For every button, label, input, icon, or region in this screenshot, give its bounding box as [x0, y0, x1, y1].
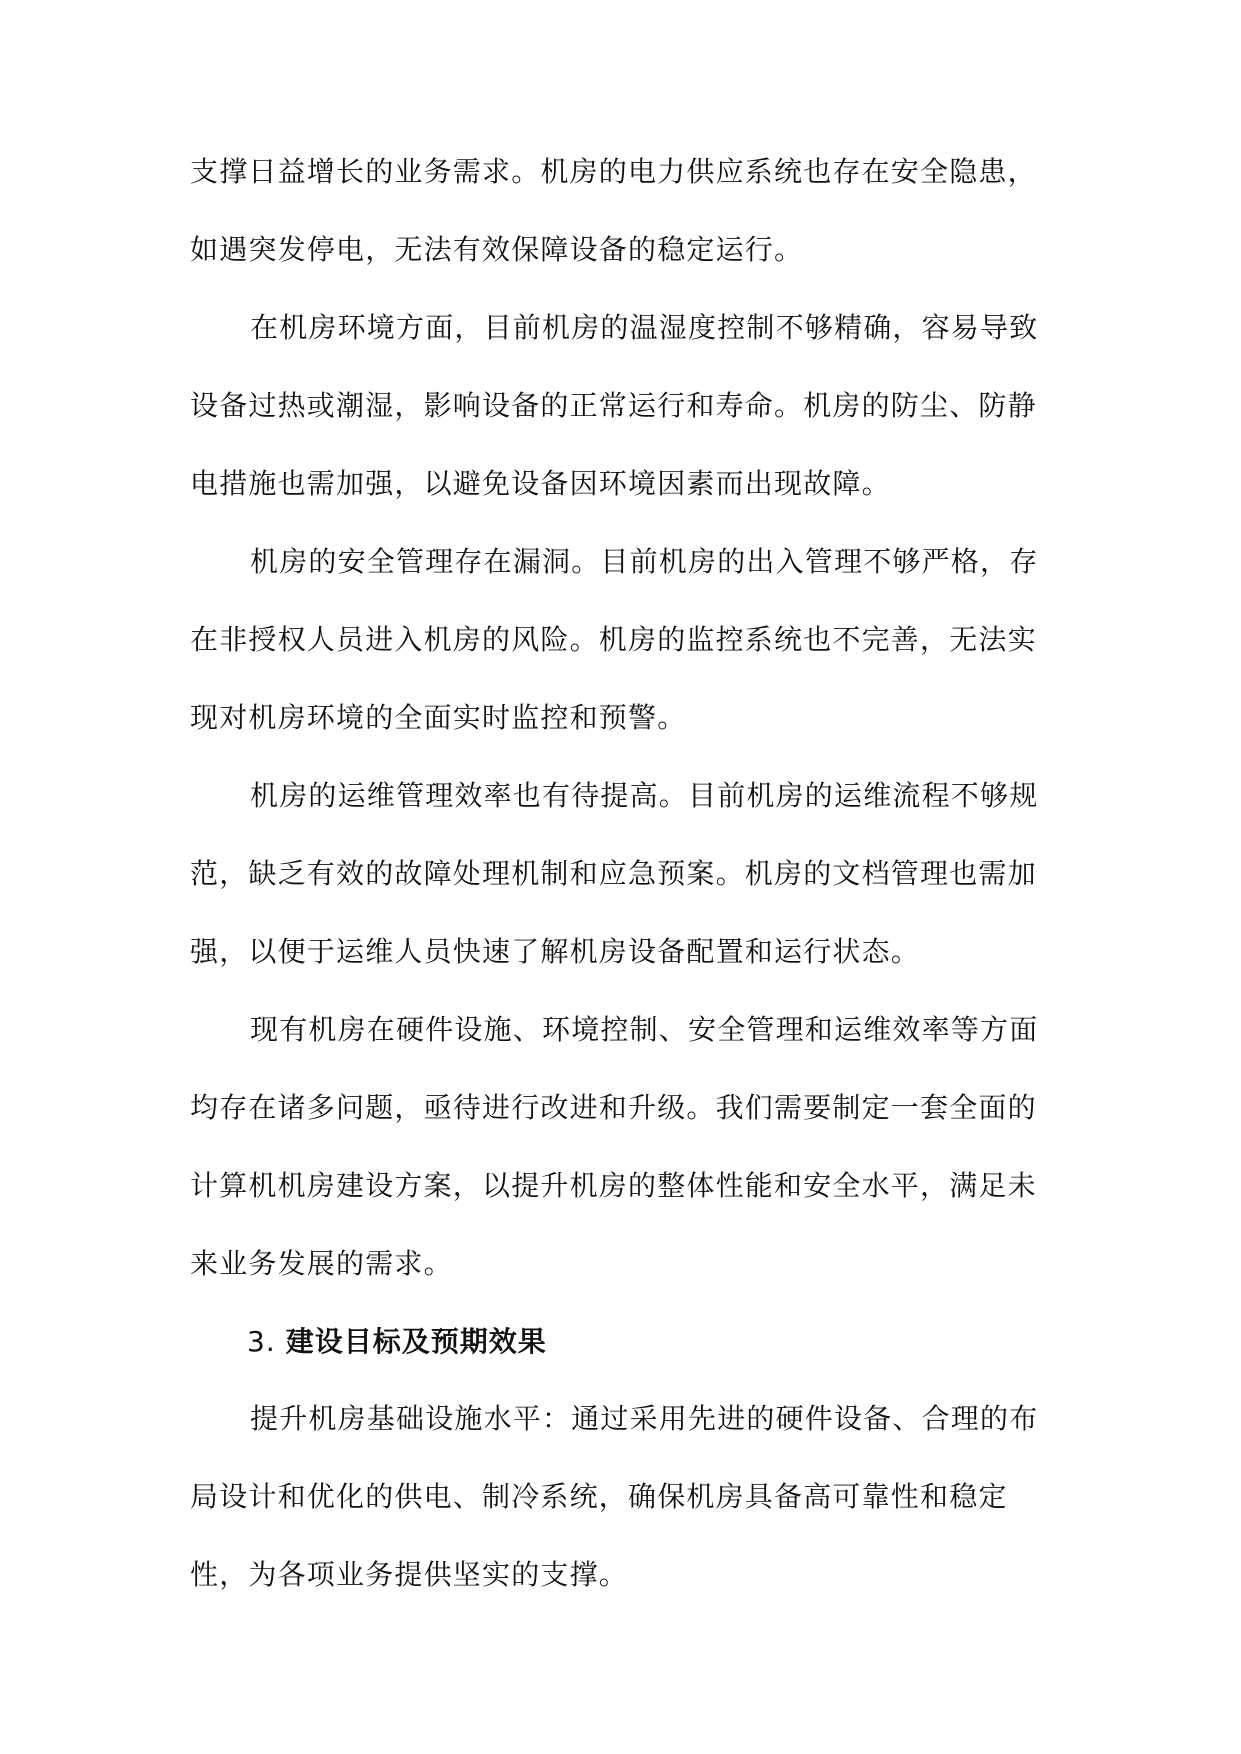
paragraph-continuation: 支撑日益增长的业务需求。机房的电力供应系统也存在安全隐患，如遇突发停电，无法有效保障设备的稳定运行。 [190, 155, 1037, 266]
section-number: 3. [247, 1325, 276, 1358]
paragraph-goal-infrastructure: 提升机房基础设施水平：通过采用先进的硬件设备、合理的布局设计和优化的供电、制冷系统，确保机房具备高可靠性和稳定性，为各项业务提供坚实的支撑。 [190, 1402, 1039, 1591]
section-heading [247, 1322, 547, 1362]
paragraph-summary: 现有机房在硬件设施、环境控制、安全管理和运维效率等方面均存在诸多问题，亟待进行改进和升级。我们需要制定一套全面的计算机机房建设方案，以提升机房的整体性能和安全水平，满足未来业务发展的需求。 [190, 1013, 1039, 1280]
paragraph-environment: 在机房环境方面，目前机房的温湿度控制不够精确，容易导致设备过热或潮湿，影响设备的正常运行和寿命。机房的防尘、防静电措施也需加强，以避免设备因环境因素而出现故障。 [190, 311, 1039, 500]
section-title: 建设目标及预期效果 [285, 1325, 547, 1358]
paragraph-security: 机房的安全管理存在漏洞。目前机房的出入管理不够严格，存在非授权人员进入机房的风险。机房的监控系统也不完善，无法实现对机房环境的全面实时监控和预警。 [190, 545, 1039, 734]
paragraph-operations: 机房的运维管理效率也有待提高。目前机房的运维流程不够规范，缺乏有效的故障处理机制和应急预案。机房的文档管理也需加强，以便于运维人员快速了解机房设备配置和运行状态。 [190, 779, 1039, 968]
